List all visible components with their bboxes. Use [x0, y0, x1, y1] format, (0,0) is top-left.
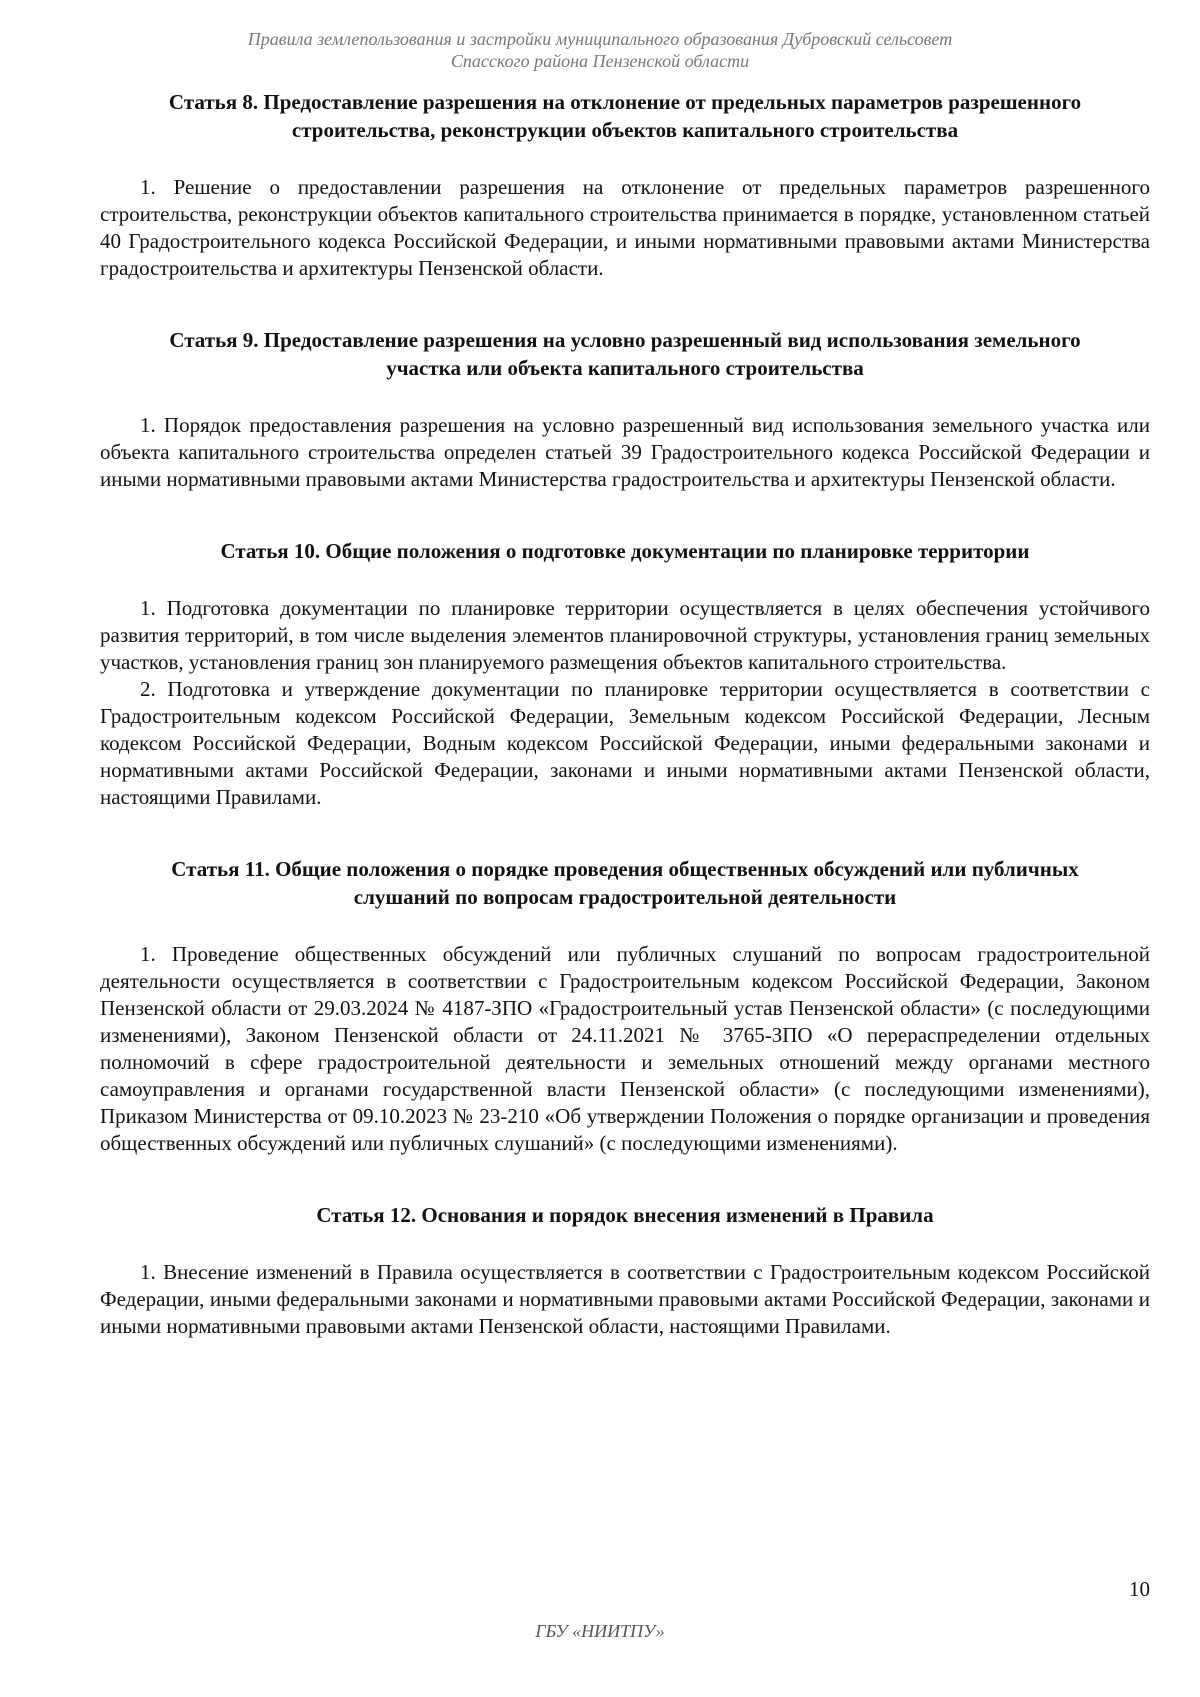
article-paragraph: 1. Проведение общественных обсуждений или публичных слушаний по вопросам градостроительной деятельности осуществляется в соответствии с Градостроительным кодексом Российской Федерации, Законом Пензенской области от 29.03.2024 № 4187-ЗПО «Градостроительный устав Пензенской области» (с последующими изменениями), Законом Пензенской области от 24.11.2021 № 3765-ЗПО «О перераспределении отдельных полномочий в сфере градостроительной деятельности и земельных отношений между органами местного самоуправления и органами государственной власти Пензенской области» (с последующими изменениями), Приказом Министерства от 09.10.2023 № 23-210 «Об утверждении Положения о порядке организации и проведения общественных обсуждений или публичных слушаний» (с последующими изменениями).	[100, 942, 1150, 1155]
article-12	[100, 1201, 1150, 1340]
article-title: Статья 10. Общие положения о подготовке документации по планировке территории	[220, 539, 1030, 563]
article-title: Статья 8. Предоставление разрешения на отклонение от предельных параметров разрешенного строительства, реконструкции объектов капитального строительства	[168, 90, 1082, 142]
document-body	[100, 88, 1150, 1340]
article-paragraph: 1. Порядок предоставления разрешения на условно разрешенный вид использования земельного участка или объекта капитального строительства определен статьей 39 Градостроительного кодекса Российской Федерации и иными нормативными правовыми актами Министерства градостроительства и архитектуры Пензенской области.	[100, 413, 1150, 491]
article-10	[100, 537, 1150, 811]
article-title: Статья 11. Общие положения о порядке проведения общественных обсуждений или публичных слушаний по вопросам градостроительной деятельности	[171, 857, 1079, 909]
article-11	[100, 855, 1150, 1157]
running-footer: ГБУ «НИИТПУ»	[535, 1621, 665, 1641]
article-paragraph: 1. Внесение изменений в Правила осуществляется в соответствии с Градостроительным кодексом Российской Федерации, иными федеральными законами и нормативными правовыми актами Российской Федерации, законами и иными нормативными правовыми актами Пензенской области, настоящими Правилами.	[100, 1260, 1150, 1338]
article-8	[100, 88, 1150, 282]
header-line-1: Правила землепользования и застройки муниципального образования Дубровский сельсовет	[247, 29, 953, 49]
header-line-2: Спасского района Пензенской области	[450, 51, 750, 71]
page-number: 10	[1129, 1577, 1150, 1601]
article-paragraph: 2. Подготовка и утверждение документации по планировке территории осуществляется в соответствии с Градостроительным кодексом Российской Федерации, Земельным кодексом Российской Федерации, Лесным кодексом Российской Федерации, Водным кодексом Российской Федерации, иными федеральными законами и нормативными актами Российской Федерации, законами и иными нормативными актами Пензенской области, настоящими Правилами.	[100, 677, 1150, 809]
article-9	[100, 326, 1150, 493]
article-title: Статья 12. Основания и порядок внесения изменений в Правила	[316, 1203, 934, 1227]
article-paragraph: 1. Решение о предоставлении разрешения на отклонение от предельных параметров разрешенного строительства, реконструкции объектов капитального строительства принимается в порядке, установленном статьей 40 Градостроительного кодекса Российской Федерации, и иными нормативными правовыми актами Министерства градостроительства и архитектуры Пензенской области.	[100, 175, 1150, 280]
article-title: Статья 9. Предоставление разрешения на условно разрешенный вид использования земельного участка или объекта капитального строительства	[169, 328, 1081, 380]
running-header	[100, 28, 1100, 72]
article-paragraph: 1. Подготовка документации по планировке территории осуществляется в целях обеспечения устойчивого развития территорий, в том числе выделения элементов планировочной структуры, установления границ земельных участков, установления границ зон планируемого размещения объектов капитального строительства.	[100, 596, 1150, 674]
